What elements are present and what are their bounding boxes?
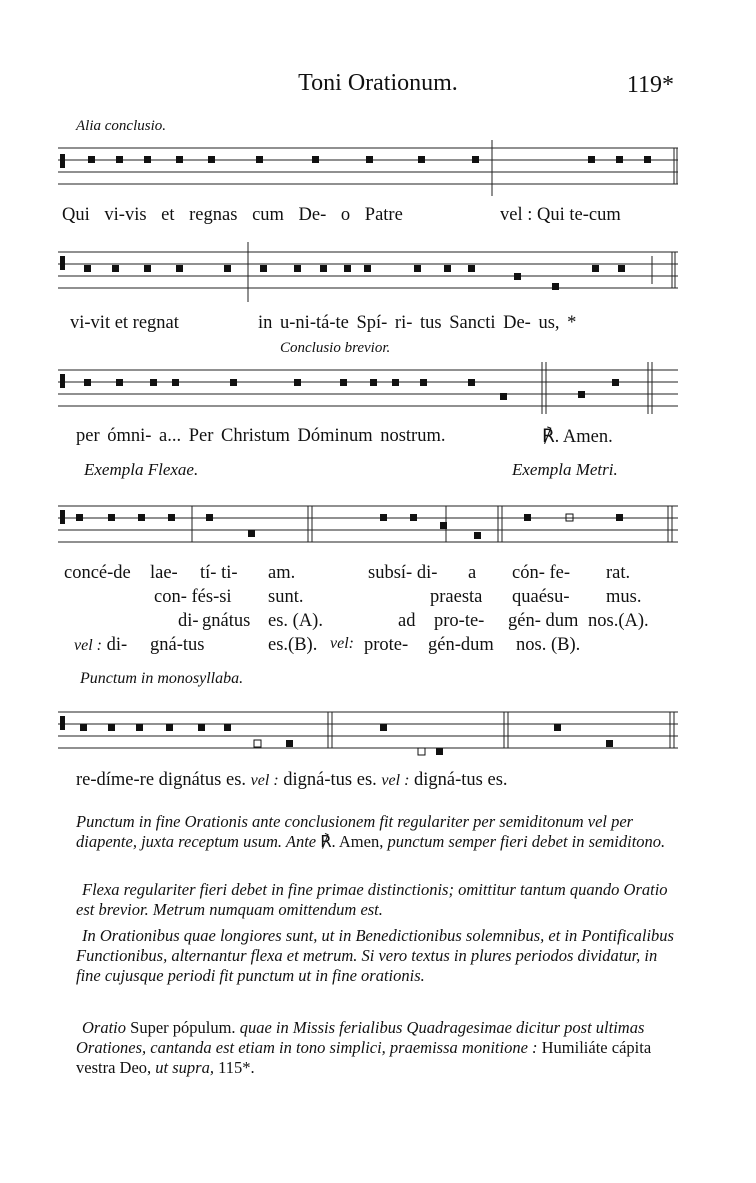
rubric-paragraph-4 xyxy=(76,1018,680,1078)
cell: rat. xyxy=(606,563,631,583)
lyrics-alt-vel: vel : Qui te-cum xyxy=(500,205,621,225)
cell: a xyxy=(468,563,477,583)
caption-exempla-flexae: Exempla Flexae. xyxy=(84,460,199,479)
cell: mus. xyxy=(606,587,642,607)
cell: concé-de xyxy=(64,563,131,583)
staff-4 xyxy=(58,496,678,558)
text-run: In Orationibus quae longiores sunt, ut in Benedictionibus solemnibus, et in Pontificalibus Functionibus, alternantur flexa et metrum. Si vero textus in plures periodos dividatur, in fine cujusque periodi fit punctum ut in fine orationis. xyxy=(76,926,674,985)
response-amen: ℟. Amen. xyxy=(542,427,613,447)
text-run: Humiliáte cápita vestra Deo, xyxy=(76,1038,652,1077)
cell: cón- fe- xyxy=(512,563,571,583)
cell: es.(B). xyxy=(268,635,318,655)
cell: vel: xyxy=(330,635,354,652)
rubric-paragraph-3 xyxy=(76,926,680,986)
caption-alia-conclusio: Alia conclusio. xyxy=(76,118,166,134)
text-run: Oratio xyxy=(82,1018,131,1037)
rubric-paragraph-1 xyxy=(76,812,680,852)
caption-punctum-monosyllaba: Punctum in monosyllaba. xyxy=(80,670,244,687)
cell: subsí- di- xyxy=(368,563,438,583)
syllable: o xyxy=(340,205,351,225)
line-seg: digná-tus es. xyxy=(414,770,508,790)
staff-2 xyxy=(58,242,678,302)
cell: nos.(A). xyxy=(588,611,649,631)
cell: lae- xyxy=(150,563,178,583)
staff-3 xyxy=(58,362,678,420)
syllable: et xyxy=(161,205,175,225)
cell: pro-te- xyxy=(434,611,485,631)
text-run: quae in Missis ferialibus Quadragesimae dicitur post ultimas Orationes, cantanda est etiam in tono simplici, praemissa monitione : xyxy=(76,1018,645,1057)
caption-conclusio-brevior: Conclusio brevior. xyxy=(280,340,391,356)
syllable: cum xyxy=(252,205,284,225)
vel: vel : xyxy=(381,772,410,789)
cell: con- fés-si xyxy=(154,587,232,607)
text-run: 115*. xyxy=(213,1058,255,1077)
text-run: ut supra, xyxy=(151,1058,214,1077)
staff-5 xyxy=(58,702,678,762)
cell: es. (A). xyxy=(268,611,323,631)
page-title: Toni Orationum. xyxy=(298,70,458,96)
text-run: ℟. Amen, xyxy=(320,832,384,851)
lyrics-line-3: per ómni- a... Per Christum Dóminum nostrum. xyxy=(76,426,446,446)
syllable: De- xyxy=(298,205,327,225)
cell: nos. (B). xyxy=(516,635,581,655)
cell: tí- ti- xyxy=(200,563,238,583)
text-run: Super pópulum. xyxy=(130,1018,236,1037)
lyrics-monosyllaba xyxy=(76,770,508,791)
caption-exempla-metri: Exempla Metri. xyxy=(512,460,618,479)
rubric-paragraph-2 xyxy=(76,880,680,920)
syllable: Patre xyxy=(364,205,403,225)
text-run: Flexa regulariter fieri debet in fine primae distinctionis; omittitur tantum quando Oratio est brevior. Metrum numquam omittendum est. xyxy=(76,880,668,919)
page-number: 119* xyxy=(626,72,674,98)
lyrics-line-1 xyxy=(62,205,403,226)
cell: gná-tus xyxy=(150,635,205,655)
line-seg: re-díme-re dignátus es. xyxy=(76,770,247,790)
cell: praesta xyxy=(430,587,483,607)
syllable: vis xyxy=(124,205,147,225)
cell: gén-dum xyxy=(428,635,494,655)
cell: vel : di- xyxy=(74,635,128,655)
text-run: Punctum in fine Orationis ante conclusionem fit regulariter per semiditonum vel per diapente, juxta receptum usum. Ante xyxy=(76,812,634,851)
lyrics-line-2a: vi-vit et regnat xyxy=(70,313,179,333)
cell: ad xyxy=(398,611,416,631)
vel: vel : xyxy=(250,772,279,789)
text-run: punctum semper fieri debet in semiditono. xyxy=(383,832,666,851)
cell: di- xyxy=(178,611,199,631)
cell: am. xyxy=(268,563,296,583)
cell: gnátus xyxy=(202,611,251,631)
cell: quaésu- xyxy=(512,587,570,607)
syllable: regnas xyxy=(189,205,238,225)
syllable: Qui xyxy=(62,205,90,225)
lyrics-line-2b: in u-ni-tá-te Spí- ri- tus Sancti De- us, * xyxy=(258,313,577,333)
cell: gén- dum xyxy=(508,611,579,631)
cell: sunt. xyxy=(268,587,304,607)
staff-1 xyxy=(58,140,678,196)
syllable: vi- xyxy=(104,205,125,225)
cell: prote- xyxy=(364,635,409,655)
line-seg: digná-tus es. xyxy=(283,770,377,790)
